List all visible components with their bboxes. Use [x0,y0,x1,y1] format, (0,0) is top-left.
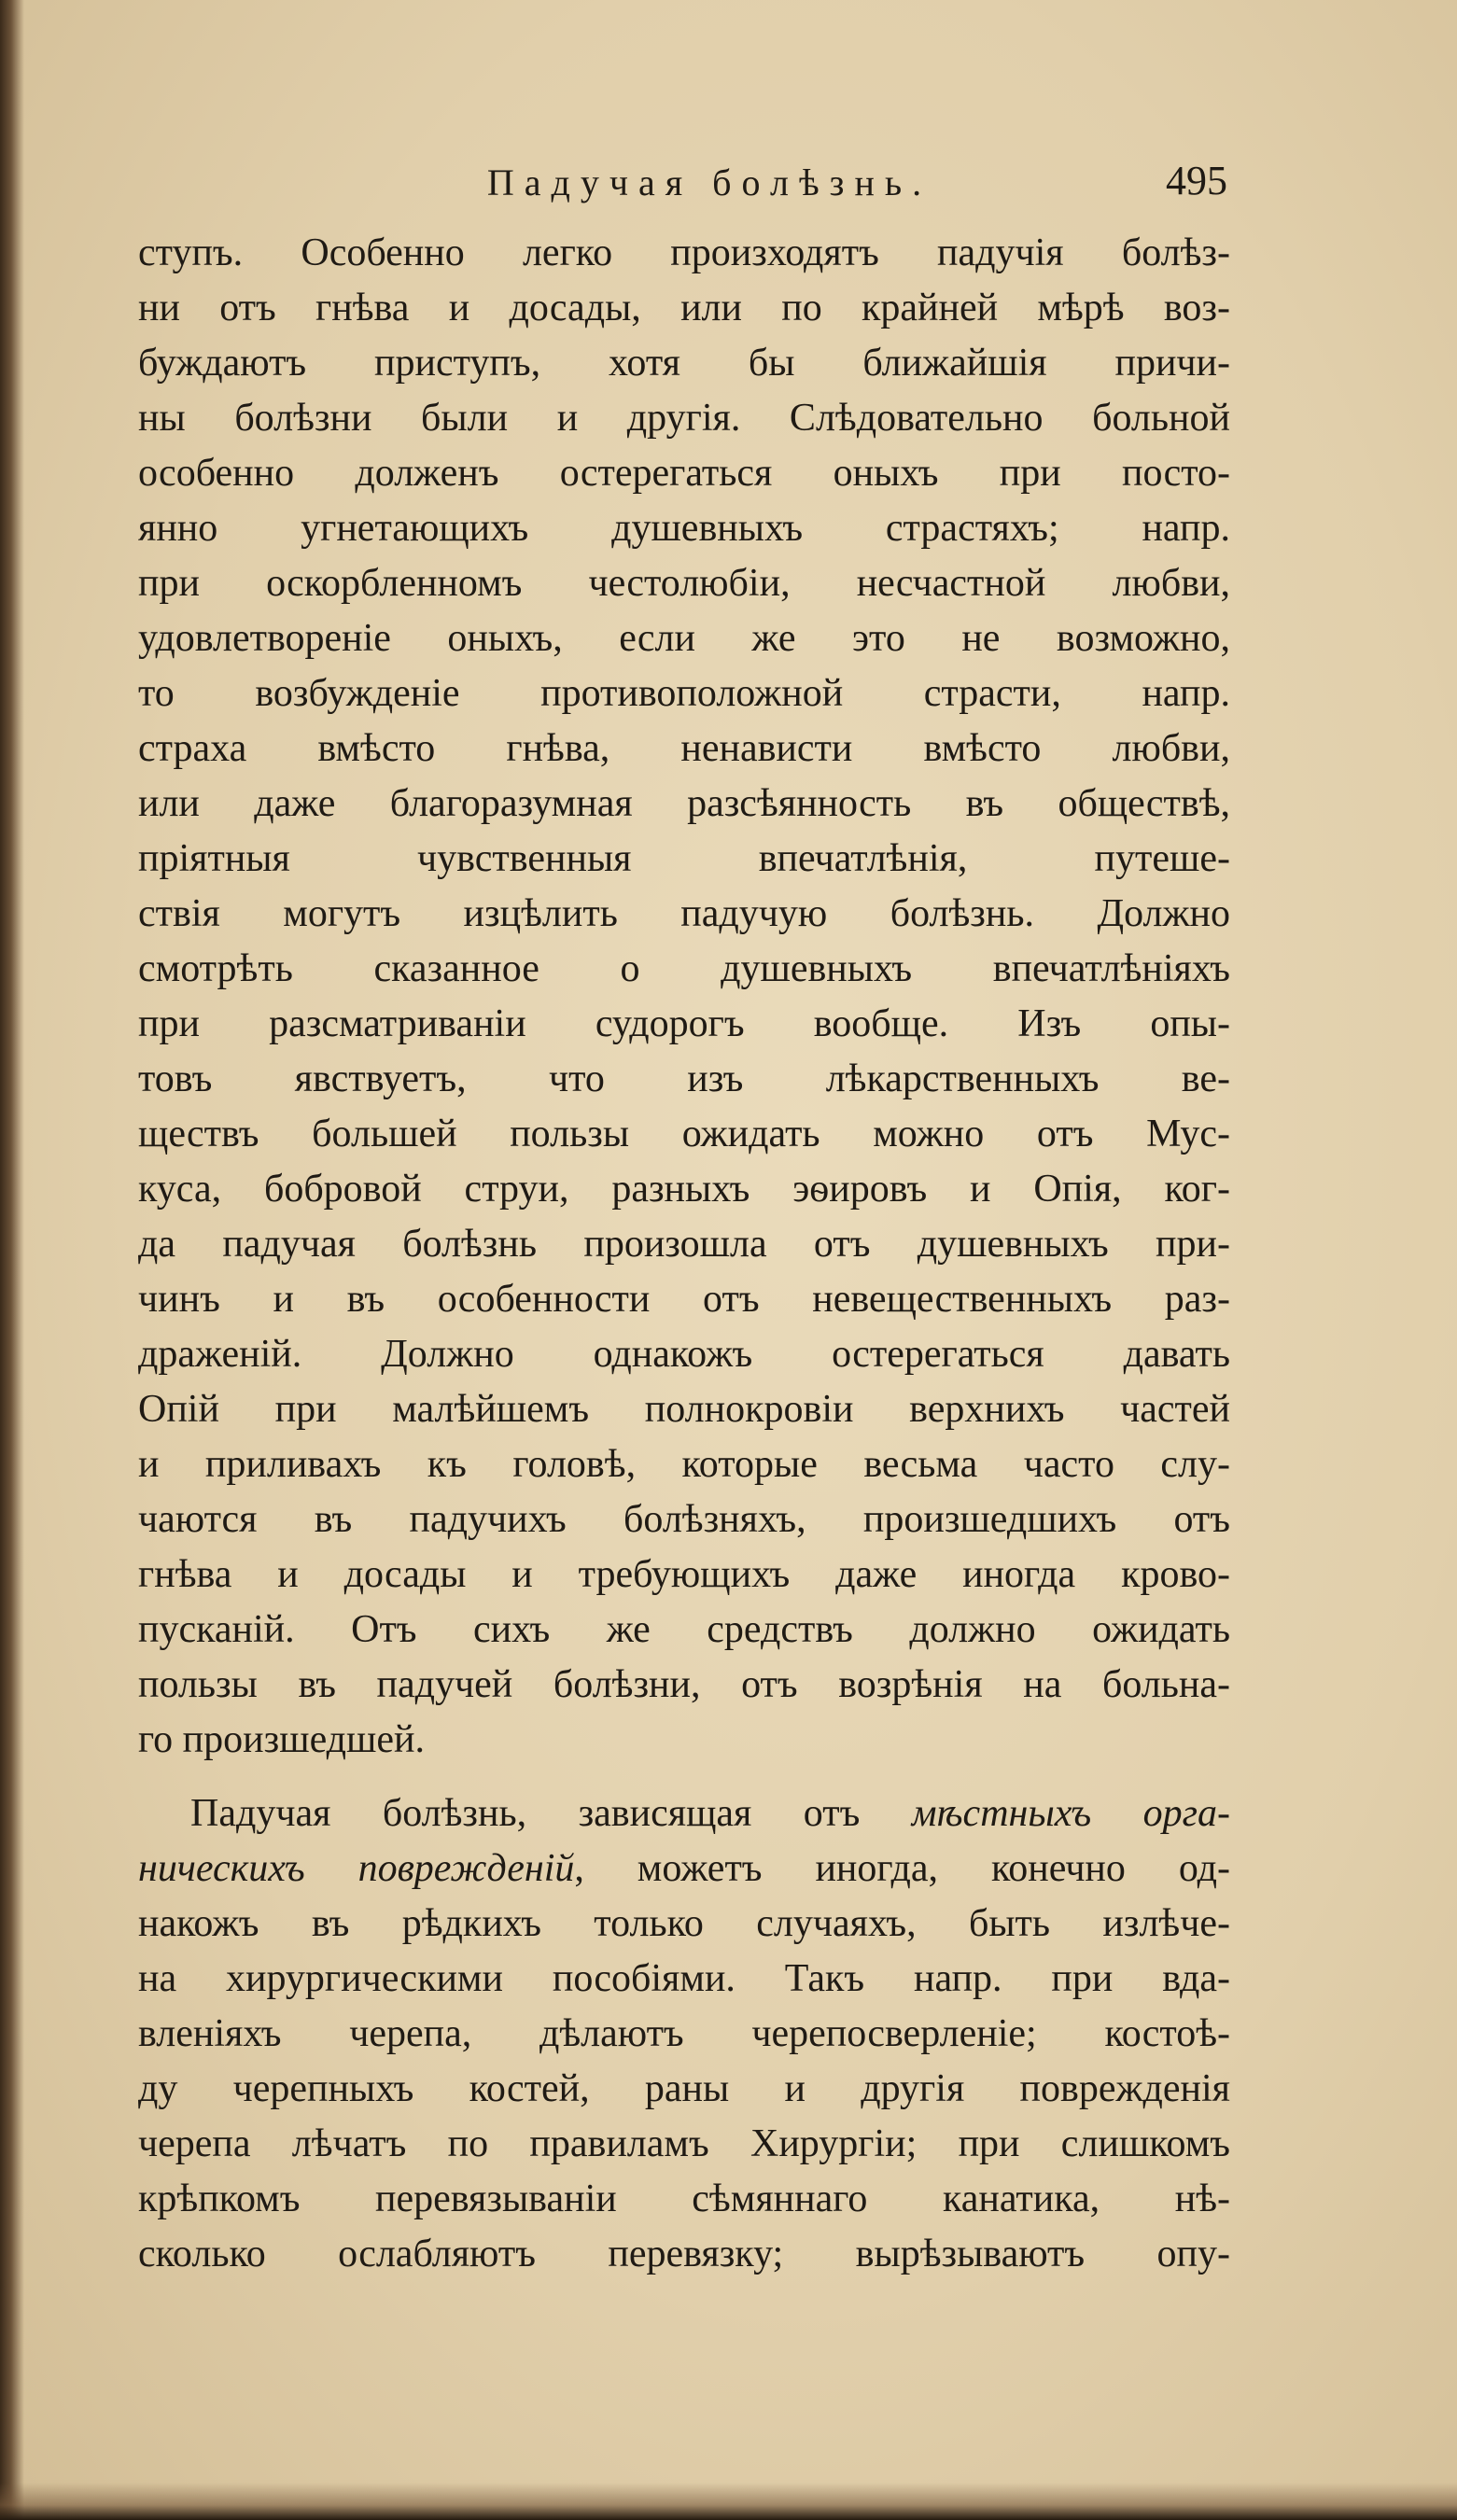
text-line: на хирургическими пособіями. Такъ напр. при вда- [138,1957,1230,2000]
text-line: ни отъ гнѣва и досады, или по крайней мѣрѣ воз- [138,287,1230,329]
body-text [138,226,1230,2282]
text-line: смотрѣть сказанное о душевныхъ впечатлѣніяхъ [138,947,1230,990]
text-line: чаются въ падучихъ болѣзняхъ, произшедшихъ отъ [138,1498,1230,1541]
text-line: и приливахъ къ головѣ, которые весьма часто слу- [138,1443,1230,1486]
text-line: буждаютъ приступъ, хотя бы ближайшія причи- [138,342,1230,385]
text-line: ступъ. Особенно легко произходятъ падучія болѣз- [138,231,1230,274]
text-line: или даже благоразумная разсѣянность въ обществѣ, [138,782,1230,825]
page-number: 495 [1166,158,1227,203]
italic-phrase: ническихъ поврежденій [138,1847,575,1890]
running-title: Падучая болѣзнь. [486,161,932,203]
text-line: страха вмѣсто гнѣва, ненависти вмѣсто любви, [138,727,1230,770]
text-line: Опій при малѣйшемъ полнокровіи верхнихъ частей [138,1388,1230,1431]
text-line: пріятныя чувственныя впечатлѣнія, путеше- [138,837,1230,880]
page-bottom-edge [0,2483,1457,2520]
text-line: чинъ и въ особенности отъ невещественныхъ раз- [138,1278,1230,1321]
text-line: удовлетвореніе оныхъ, если же это не возможно, [138,617,1230,660]
running-head [191,157,1227,222]
text-line: сколько ослабляютъ перевязку; вырѣзываютъ опу- [138,2233,1230,2275]
text-line: янно угнетающихъ душевныхъ страстяхъ; напр. [138,507,1230,550]
text-span: Падучая болѣзнь, зависящая отъ [190,1792,912,1835]
text-line: накожъ въ рѣдкихъ только случаяхъ, быть излѣче- [138,1902,1230,1945]
text-line: ны болѣзни были и другія. Слѣдовательно больной [138,397,1230,440]
text-line-paragraph-start [138,1786,1230,1841]
text-line: крѣпкомъ перевязываніи сѣмяннаго канатика, нѣ- [138,2177,1230,2220]
text-line: при разсматриваніи судорогъ вообще. Изъ опы- [138,1002,1230,1045]
text-line-paragraph-end: го произшедшей. [138,1718,425,1761]
text-line: да падучая болѣзнь произошла отъ душевныхъ при- [138,1223,1230,1266]
italic-phrase: мѣстныхъ орга- [911,1792,1230,1835]
text-line: ществъ большей пользы ожидать можно отъ Мус- [138,1113,1230,1155]
text-line: куса, бобровой струи, разныхъ эѳировъ и Опія, ког- [138,1168,1230,1211]
text-line: ду черепныхъ костей, раны и другія поврежденія [138,2067,1230,2110]
text-line [138,1841,1230,1897]
text-line: черепа лѣчатъ по правиламъ Хирургіи; при слишкомъ [138,2122,1230,2165]
text-line: вленіяхъ черепа, дѣлаютъ черепосверленіе; костоѣ- [138,2012,1230,2055]
text-line: пользы въ падучей болѣзни, отъ возрѣнія на больна- [138,1663,1230,1706]
text-line: гнѣва и досады и требующихъ даже иногда крово- [138,1553,1230,1596]
text-line: товъ явствуетъ, что изъ лѣкарственныхъ ве- [138,1057,1230,1100]
text-line: особенно долженъ остерегаться оныхъ при посто- [138,452,1230,495]
book-spine-shadow [0,0,24,2520]
text-line: при оскорбленномъ честолюбіи, несчастной любви, [138,562,1230,605]
text-line: ствія могутъ изцѣлить падучую болѣзнь. Должно [138,892,1230,935]
text-span: , можетъ иногда, конечно од- [574,1847,1230,1890]
text-line: драженій. Должно однакожъ остерегаться давать [138,1333,1230,1376]
text-line: то возбужденіе противоположной страсти, напр. [138,672,1230,715]
text-line: пусканій. Отъ сихъ же средствъ должно ожидать [138,1608,1230,1651]
